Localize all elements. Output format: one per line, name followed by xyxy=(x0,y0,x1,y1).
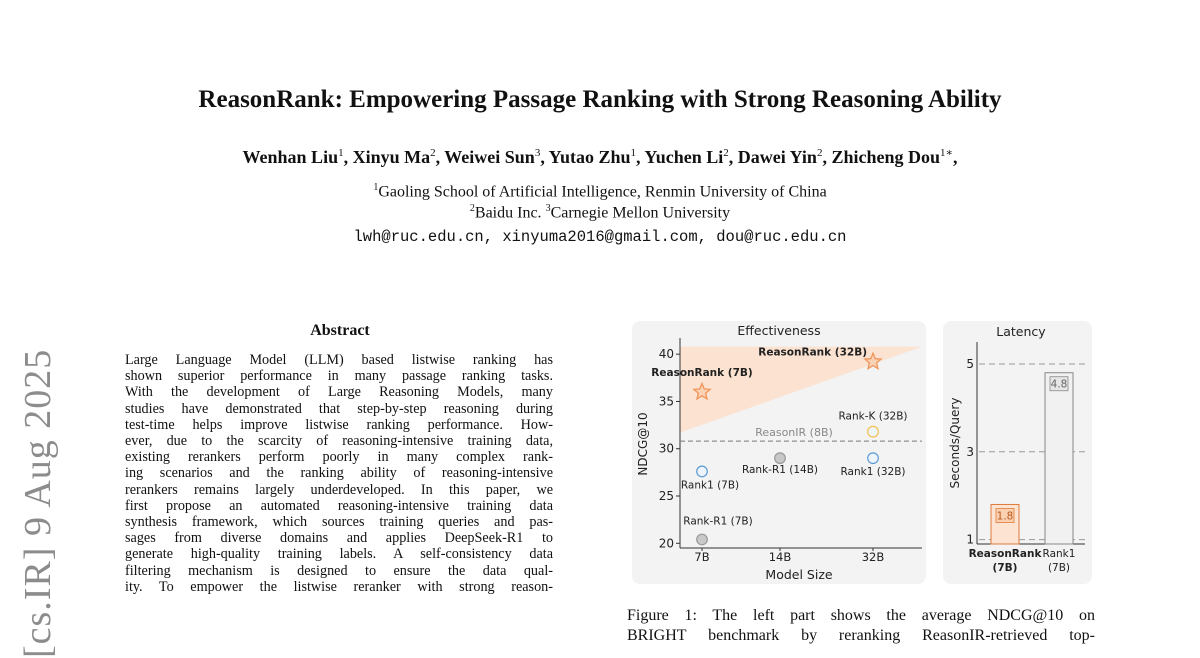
author-separator: , xyxy=(435,147,445,167)
author-separator: , xyxy=(822,147,832,167)
abstract-line: sages from diverse domains and applies DeepSeek-R1 to xyxy=(125,530,553,547)
latency-category-label: ReasonRank xyxy=(968,548,1042,560)
author-separator: , xyxy=(952,147,958,167)
author-name: Xinyu Ma xyxy=(352,147,431,167)
effectiveness-x-tick-label: 14B xyxy=(768,550,792,564)
abstract-line: rerankers remains largely underdeveloped. In this paper, we xyxy=(125,481,553,498)
latency-bar xyxy=(1045,373,1073,544)
author-name: Yuchen Li xyxy=(644,147,724,167)
latency-value-label: 4.8 xyxy=(1050,378,1068,391)
caption-line: BRIGHT benchmark by reranking ReasonIR-retrieved top- xyxy=(627,626,1095,644)
effectiveness-y-tick-label: 30 xyxy=(658,441,674,456)
abstract-line: filtering mechanism is designed to ensure the data qual- xyxy=(125,562,553,579)
reference-line-label: ReasonIR (8B) xyxy=(755,426,833,440)
author-separator: , xyxy=(540,147,549,167)
data-point-label: ReasonRank (32B) xyxy=(758,346,867,359)
affiliation-2: $^2$Baidu Inc. $^3$Carnegie Mellon University xyxy=(469,203,731,222)
latency-category-label: (7B) xyxy=(1047,562,1071,574)
effectiveness-y-tick-label: 20 xyxy=(658,536,674,551)
data-point-label: Rank-R1 (14B) xyxy=(741,464,819,477)
author-emails: lwh@ruc.edu.cn, xinyuma2016@gmail.com, dou@ruc.edu.cn xyxy=(353,228,847,246)
author-affiliation-mark: 2 xyxy=(816,147,823,159)
affiliation-1: $^1$Gaoling School of Artificial Intelligence, Renmin University of China xyxy=(373,182,827,201)
abstract-heading: Abstract xyxy=(310,322,370,339)
effectiveness-y-label: NDCG@10 xyxy=(636,412,650,476)
effectiveness-x-tick-label: 7B xyxy=(694,550,710,564)
figure-1 xyxy=(630,320,1094,586)
figure-1-charts xyxy=(630,320,1094,586)
author-affiliation-mark: 2 xyxy=(723,147,729,159)
data-point-label: ReasonRank (7B) xyxy=(651,367,753,379)
author-separator: , xyxy=(343,147,353,167)
abstract-line: first propose an automated reasoning-intensive training data xyxy=(125,497,553,514)
latency-category-label: (7B) xyxy=(992,562,1018,574)
latency-y-tick-label: 3 xyxy=(966,444,974,459)
caption-line: Figure 1: The left part shows the average NDCG@10 on xyxy=(627,607,1095,624)
latency-y-tick-label: 1 xyxy=(966,532,974,547)
latency-y-label: Seconds/Query xyxy=(948,397,962,489)
abstract-line: existing rerankers perform poorly in many complex rank- xyxy=(125,449,553,466)
abstract-line: Large Language Model (LLM) based listwise ranking has xyxy=(125,352,553,368)
data-point-label: Rank1 (32B) xyxy=(840,466,906,479)
data-point-label: Rank-R1 (7B) xyxy=(683,515,753,528)
author-separator: , xyxy=(636,147,645,167)
author-affiliation-mark: 3 xyxy=(534,147,541,159)
latency-y-tick-label: 5 xyxy=(966,356,974,371)
author-name: Zhicheng Dou xyxy=(831,147,940,167)
author-affiliation-mark: 2 xyxy=(430,147,436,159)
author-name: Dawei Yin xyxy=(737,147,817,167)
abstract-line: generate high-quality training labels. A self-consistency data xyxy=(125,546,553,563)
author-affiliation-mark: 1 xyxy=(630,147,637,159)
abstract-line: shown superior performance in many passage ranking tasks. xyxy=(125,368,553,385)
effectiveness-x-label: Model Size xyxy=(765,567,833,582)
abstract-line: studies have demonstrated that step-by-step reasoning during xyxy=(125,400,553,417)
latency-title: Latency xyxy=(996,324,1046,339)
latency-value-label: 1.8 xyxy=(996,510,1014,523)
paper-title: ReasonRank: Empowering Passage Ranking with Strong Reasoning Ability xyxy=(198,86,1002,113)
abstract-line: ity. To empower the listwise reranker with strong reason- xyxy=(125,578,553,595)
author-name: Yutao Zhu xyxy=(548,147,631,167)
effectiveness-y-tick-label: 40 xyxy=(658,347,674,362)
effectiveness-title: Effectiveness xyxy=(737,323,821,338)
abstract-line: ing scenarios and the ranking ability of reasoning-intensive xyxy=(125,465,553,482)
data-point-circle xyxy=(697,534,708,545)
author-name: Weiwei Sun xyxy=(444,147,535,167)
latency-category-label: Rank1 xyxy=(1042,548,1076,560)
author-separator: , xyxy=(728,147,738,167)
data-point-circle xyxy=(775,453,786,464)
author-name: Wenhan Liu xyxy=(242,147,339,167)
abstract-line: test-time helps improve listwise ranking performance. How- xyxy=(125,416,553,433)
effectiveness-x-tick-label: 32B xyxy=(861,550,885,564)
arxiv-stamp: [cs.IR] 9 Aug 2025 xyxy=(17,348,59,658)
author-affiliation-mark: 1 xyxy=(338,147,344,159)
data-point-circle xyxy=(697,466,708,477)
figure-caption xyxy=(627,606,1095,645)
abstract-line: synthesis framework, which sources training queries and pas- xyxy=(125,514,553,531)
data-point-circle xyxy=(868,426,879,437)
effectiveness-y-tick-label: 25 xyxy=(658,489,674,503)
author-list xyxy=(0,146,1200,168)
data-point-label: Rank1 (7B) xyxy=(680,479,740,492)
data-point-label: Rank-K (32B) xyxy=(838,410,908,423)
data-point-circle xyxy=(868,453,879,464)
effectiveness-y-tick-label: 35 xyxy=(658,394,674,409)
abstract-line: ever, due to the scarcity of reasoning-intensive training data, xyxy=(125,433,553,450)
abstract-line: With the development of Large Reasoning Models, many xyxy=(125,384,553,401)
abstract-body xyxy=(125,352,553,595)
author-affiliation-mark: 1∗ xyxy=(939,147,953,159)
